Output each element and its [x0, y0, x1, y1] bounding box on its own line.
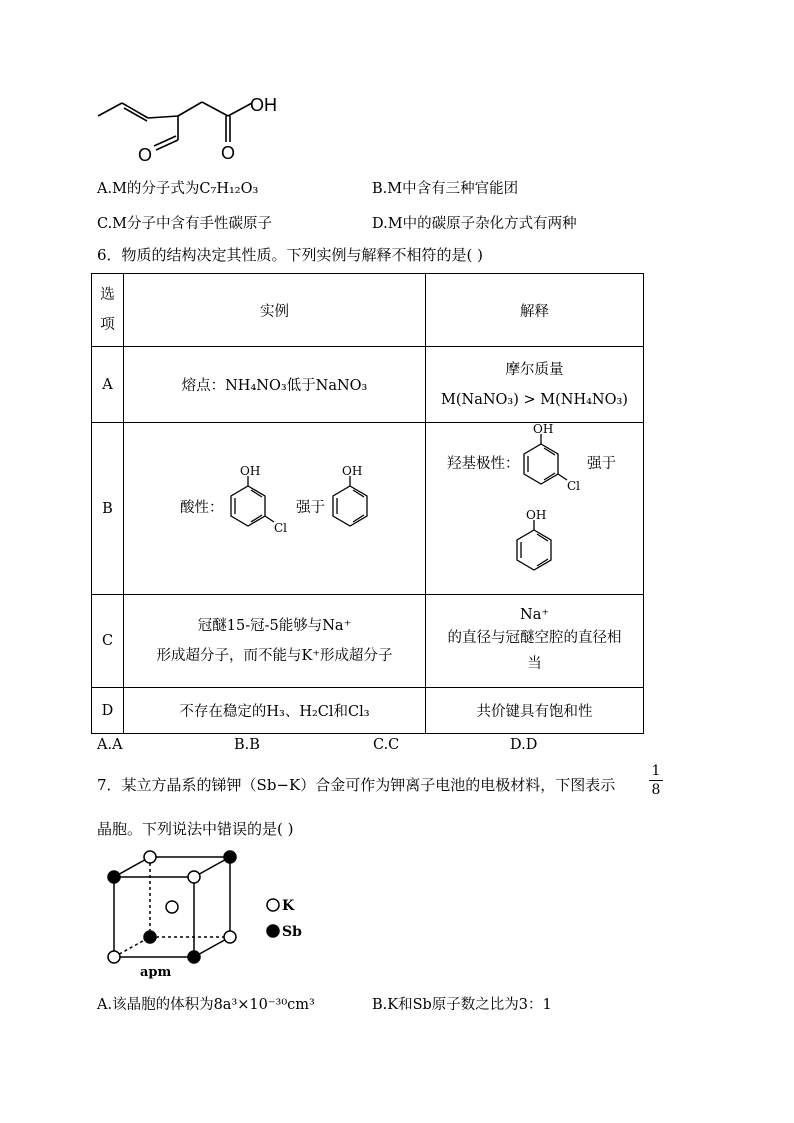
row-example: 酸性： OH Cl 强于 OH: [124, 423, 426, 595]
sb-atom: [224, 851, 236, 863]
row-example: 冠醚15-冠-5能够与Na⁺ 形成超分子，而不能与K⁺形成超分子: [124, 595, 426, 688]
edge-length-label: apm: [140, 965, 172, 980]
legend-sb-label: Sb: [282, 924, 302, 940]
row-label: D: [92, 688, 124, 734]
sb-atom: [144, 931, 156, 943]
q7-stem-line2: 晶胞。下列说法中错误的是( ): [97, 820, 294, 838]
table-row: [92, 688, 644, 734]
sb-atom: [188, 951, 200, 963]
table-row: [92, 347, 644, 423]
table-header-example: 实例: [124, 274, 426, 347]
q6-table: [91, 273, 644, 734]
q6-option-c[interactable]: C.C: [373, 737, 400, 753]
q5-molecule-structure: [90, 88, 290, 168]
k-atom: [166, 901, 178, 913]
svg-text:OH: OH: [342, 465, 363, 478]
q5-option-b[interactable]: B.M中含有三种官能团: [372, 181, 519, 197]
svg-text:Cl: Cl: [567, 478, 581, 493]
q7-option-b[interactable]: B.K和Sb原子数之比为3：1: [372, 997, 552, 1013]
q6-option-d[interactable]: D.D: [510, 737, 538, 753]
table-row: [92, 423, 644, 595]
row-example: 不存在稳定的H₃、H₂Cl和Cl₃: [124, 688, 426, 734]
row-explanation: Na⁺ 的直径与冠醚空腔的直径相 当: [426, 595, 644, 688]
legend-sb-symbol: [267, 925, 279, 937]
q7-option-a[interactable]: A.该晶胞的体积为8a³×10⁻³⁰cm³: [97, 997, 315, 1013]
table-header-explanation: 解释: [426, 274, 644, 347]
q5-oh-label: OH: [250, 95, 277, 115]
legend-k-label: K: [282, 898, 295, 914]
row-explanation: 摩尔质量 M(NaNO₃) > M(NH₄NO₃): [426, 347, 644, 423]
chlorophenol-structure: [226, 466, 296, 546]
k-atom: [188, 871, 200, 883]
q5-option-c[interactable]: C.M分子中含有手性碳原子: [97, 216, 273, 232]
k-atom: [144, 851, 156, 863]
k-atom: [108, 951, 120, 963]
q5-option-d[interactable]: D.M中的碳原子杂化方式有两种: [372, 216, 577, 232]
row-explanation: 羟基极性： OH Cl 强于 OH: [426, 423, 644, 595]
svg-text:OH: OH: [240, 465, 261, 478]
q5-carbonyl-o-label: O: [221, 143, 236, 163]
chlorophenol-structure: [519, 424, 589, 504]
row-label: B: [92, 423, 124, 595]
svg-text:OH: OH: [533, 423, 554, 436]
table-row: [92, 595, 644, 688]
svg-text:OH: OH: [526, 509, 547, 522]
svg-text:Cl: Cl: [274, 520, 288, 535]
q6-option-a[interactable]: A.A: [97, 737, 123, 753]
row-explanation: 共价键具有饱和性: [426, 688, 644, 734]
q5-option-a[interactable]: A.M的分子式为C₇H₁₂O₃: [97, 181, 259, 197]
legend-k-symbol: [267, 899, 279, 911]
q6-option-b[interactable]: B.B: [234, 737, 260, 753]
row-example: 熔点：NH₄NO₃低于NaNO₃: [124, 347, 426, 423]
row-label: C: [92, 595, 124, 688]
sb-atom: [108, 871, 120, 883]
k-atom: [224, 931, 236, 943]
table-header-option: 选项: [92, 274, 124, 347]
phenol-structure: [512, 510, 562, 580]
q7-crystal-cell-diagram: [100, 845, 320, 980]
q6-stem: 6．物质的结构决定其性质。下列实例与解释不相符的是( ): [97, 246, 484, 264]
fraction-one-eighth: 1 8: [649, 763, 663, 798]
q7-stem-line1: 7．某立方晶系的锑钾（Sb−K）合金可作为钾离子电池的电极材料，下图表示: [97, 776, 616, 794]
phenol-structure: [328, 466, 378, 536]
q5-aldehyde-o-label: O: [138, 145, 153, 165]
row-label: A: [92, 347, 124, 423]
